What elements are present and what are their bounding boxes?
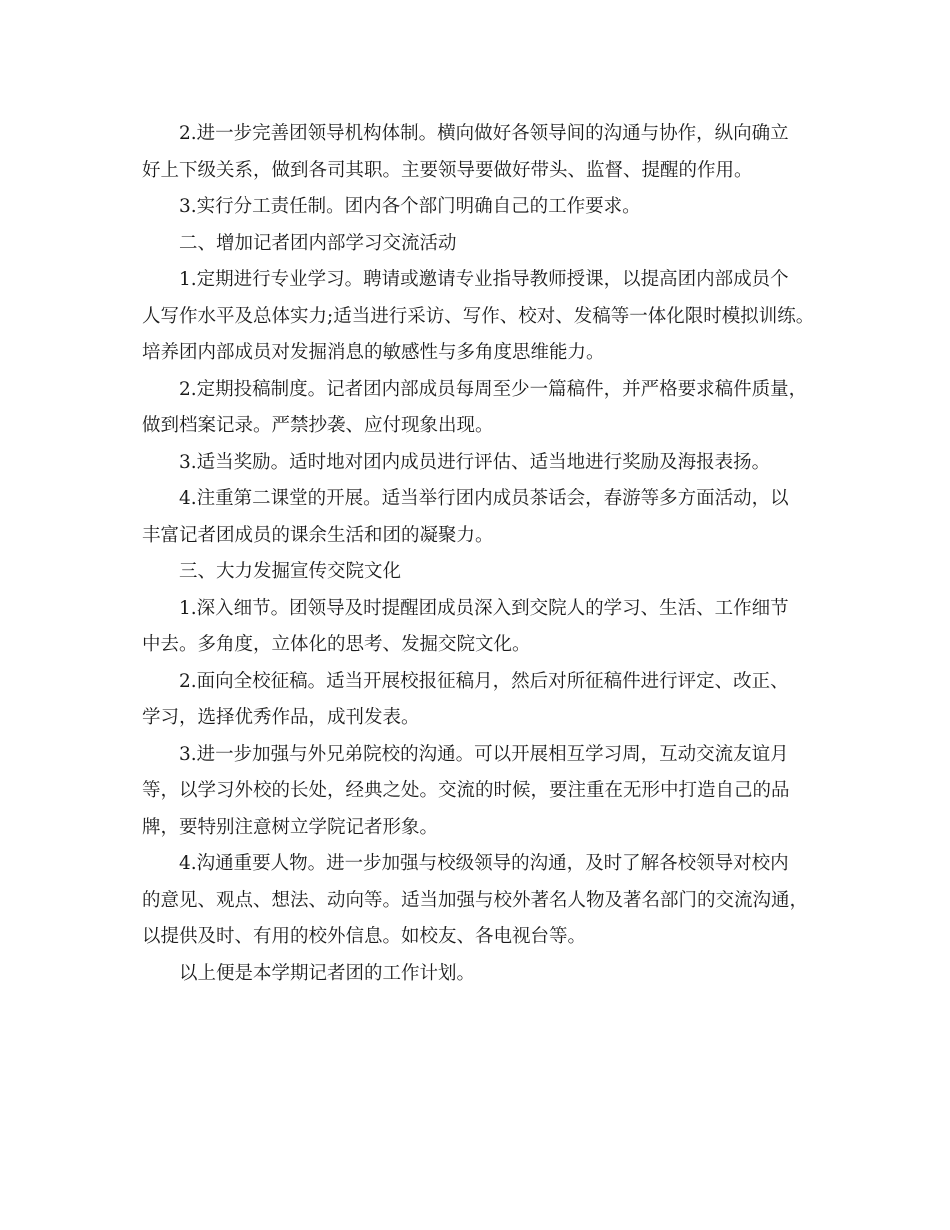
text-line: 4.注重第二课堂的开展。适当举行团内成员茶话会，春游等多方面活动，以 [179, 488, 789, 509]
text-line: 的意见、观点、想法、动向等。适当加强与校外著名人物及著名部门的交流沟通， [142, 889, 809, 911]
text-line: 3.适当奖励。适时地对团内成员进行评估、适当地进行奖励及海报表扬。 [179, 451, 771, 473]
text-line: 3.进一步加强与外兄弟院校的沟通。可以开展相互学习周，互动交流友谊月 [179, 743, 789, 765]
text-line: 人写作水平及总体实力;适当进行采访、写作、校对、发稿等一体化限时模拟训练。 [142, 305, 815, 327]
text-line: 中去。多角度，立体化的思考、发掘交院文化。 [142, 634, 531, 655]
text-line: 等，以学习外校的长处，经典之处。交流的时候，要注重在无形中打造自己的品 [142, 780, 790, 801]
text-line: 做到档案记录。严禁抄袭、应付现象出现。 [142, 415, 494, 436]
text-line: 2.进一步完善团领导机构体制。横向做好各领导间的沟通与协作，纵向确立 [179, 123, 789, 144]
text-line: 丰富记者团成员的课余生活和团的凝聚力。 [142, 524, 494, 546]
text-line: 1.深入细节。团领导及时提醒团成员深入到交院人的学习、生活、工作细节 [179, 597, 789, 619]
text-line: 4.沟通重要人物。进一步加强与校级领导的沟通，及时了解各校领导对校内 [179, 853, 789, 874]
text-line: 1.定期进行专业学习。聘请或邀请专业指导教师授课，以提高团内部成员个 [179, 269, 789, 290]
text-line: 以提供及时、有用的校外信息。如校友、各电视台等。 [142, 926, 587, 947]
text-line: 培养团内部成员对发掘消息的敏感性与多角度思维能力。 [142, 342, 605, 363]
text-line: 二、增加记者团内部学习交流活动 [179, 232, 457, 254]
text-line: 2.定期投稿制度。记者团内部成员每周至少一篇稿件，并严格要求稿件质量， [179, 378, 808, 400]
text-line: 好上下级关系，做到各司其职。主要领导要做好带头、监督、提醒的作用。 [142, 159, 753, 181]
text-line: 2.面向全校征稿。适当开展校报征稿月，然后对所征稿件进行评定、改正、 [179, 670, 789, 692]
text-line: 3.实行分工责任制。团内各个部门明确自己的工作要求。 [179, 196, 641, 217]
text-line: 以上便是本学期记者团的工作计划。 [179, 962, 476, 984]
text-line: 牌，要特别注意树立学院记者形象。 [142, 816, 439, 838]
document-body [142, 116, 815, 992]
text-line: 学习，选择优秀作品，成刊发表。 [142, 707, 420, 728]
text-line: 三、大力发掘宣传交院文化 [179, 561, 402, 582]
